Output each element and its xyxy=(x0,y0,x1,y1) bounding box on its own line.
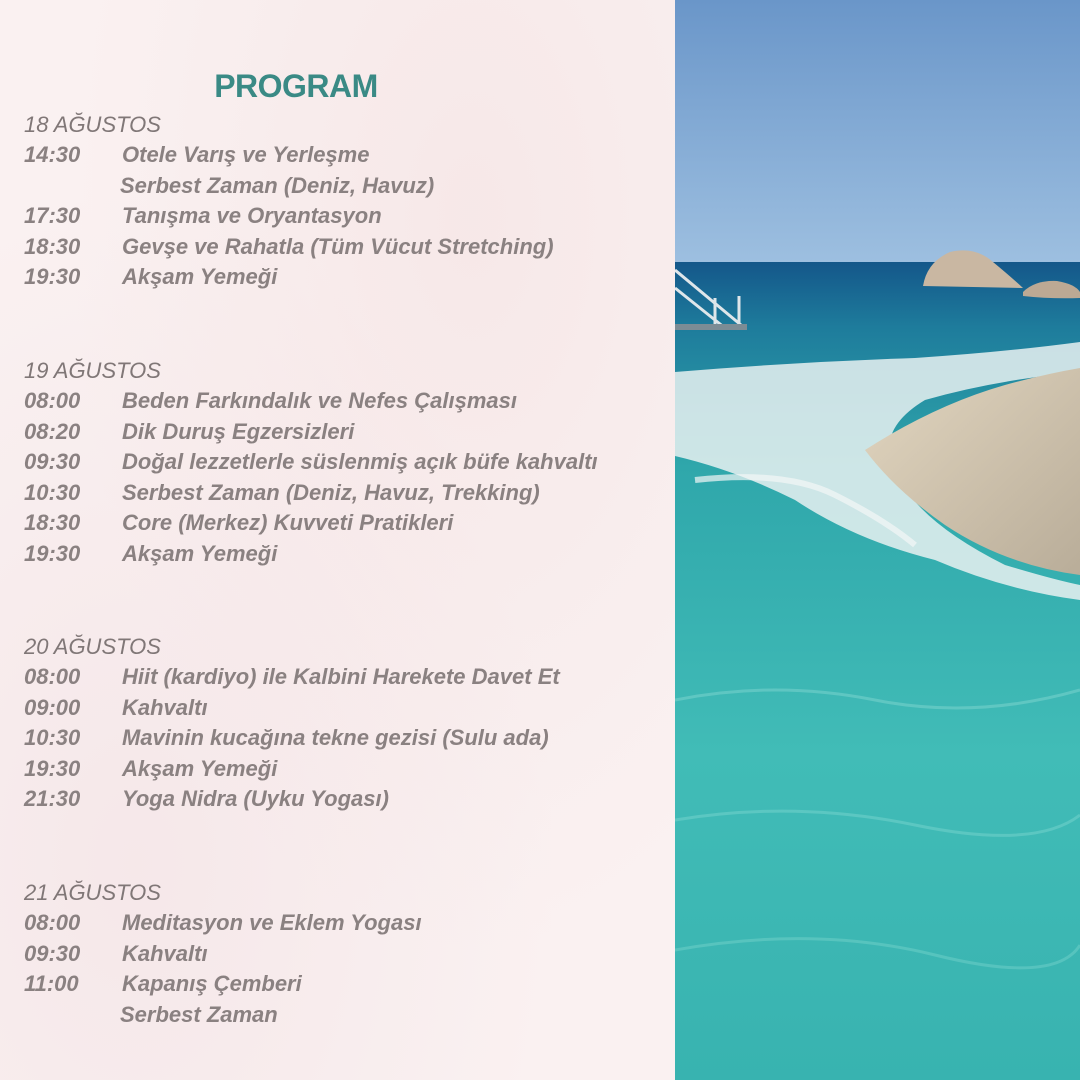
schedule-row xyxy=(24,201,664,232)
schedule-time: 09:30 xyxy=(24,940,81,966)
day-heading: 19 AĞUSTOS xyxy=(24,358,161,383)
schedule-row xyxy=(24,784,664,815)
schedule-activity: Meditasyon ve Eklem Yogası xyxy=(122,910,422,935)
schedule-row xyxy=(24,262,664,293)
schedule-activity: Serbest Zaman (Deniz, Havuz, Trekking) xyxy=(122,479,540,505)
schedule-time: 08:20 xyxy=(24,418,81,444)
schedule-time: 10:30 xyxy=(24,479,81,505)
schedule-row xyxy=(24,478,664,509)
beach-sea-photo xyxy=(675,0,1080,1080)
schedule-row xyxy=(24,447,664,478)
schedule-activity: Beden Farkındalık ve Nefes Çalışması xyxy=(122,388,517,413)
day-section-21-agustos xyxy=(24,878,664,1030)
schedule-row xyxy=(24,386,664,417)
schedule-time: 09:30 xyxy=(24,449,81,475)
schedule-time: 21:30 xyxy=(24,786,81,812)
schedule-time: 14:30 xyxy=(24,142,81,167)
schedule-time: 08:00 xyxy=(24,388,81,413)
schedule-time: 19:30 xyxy=(24,540,81,566)
day-section-19-agustos xyxy=(24,356,664,570)
day-heading: 21 AĞUSTOS xyxy=(24,880,161,905)
schedule-row xyxy=(24,939,664,970)
schedule-row xyxy=(24,1000,664,1031)
schedule-row xyxy=(24,508,664,539)
schedule-activity: Core (Merkez) Kuvveti Pratikleri xyxy=(122,510,454,536)
schedule-row xyxy=(24,693,664,724)
schedule-time: 08:00 xyxy=(24,664,81,689)
schedule-activity: Akşam Yemeği xyxy=(122,264,278,290)
schedule-time: 08:00 xyxy=(24,910,81,935)
schedule-row xyxy=(24,232,664,263)
schedule-time: 18:30 xyxy=(24,233,81,259)
day-heading: 18 AĞUSTOS xyxy=(24,112,161,137)
page-title: PROGRAM xyxy=(214,68,378,104)
schedule-row xyxy=(24,417,664,448)
day-section-18-agustos xyxy=(24,110,664,293)
schedule-row xyxy=(24,969,664,1000)
schedule-time: 18:30 xyxy=(24,510,81,536)
schedule-time: 19:30 xyxy=(24,755,81,781)
day-heading: 20 AĞUSTOS xyxy=(24,634,161,659)
schedule-activity: Mavinin kucağına tekne gezisi (Sulu ada) xyxy=(122,725,549,751)
schedule-activity: Kahvaltı xyxy=(122,940,208,966)
schedule-row xyxy=(24,539,664,570)
schedule-time: 10:30 xyxy=(24,725,81,751)
schedule-activity: Akşam Yemeği xyxy=(122,755,278,781)
day-section-20-agustos xyxy=(24,632,664,815)
schedule-activity: Hiit (kardiyo) ile Kalbini Harekete Davet Et xyxy=(122,664,560,689)
schedule-activity: Serbest Zaman (Deniz, Havuz) xyxy=(120,172,435,198)
schedule-activity: Yoga Nidra (Uyku Yogası) xyxy=(122,786,389,812)
schedule-activity: Kapanış Çemberi xyxy=(122,971,302,997)
schedule-time: 11:00 xyxy=(24,971,79,997)
pier-deck xyxy=(675,324,747,330)
schedule-activity: Serbest Zaman xyxy=(120,1001,278,1027)
schedule-row xyxy=(24,723,664,754)
schedule-row xyxy=(24,662,664,693)
schedule-activity: Doğal lezzetlerle süslenmiş açık büfe kahvaltı xyxy=(122,449,598,475)
schedule-row xyxy=(24,171,664,202)
schedule-row xyxy=(24,754,664,785)
schedule-activity: Dik Duruş Egzersizleri xyxy=(122,418,355,444)
schedule-row xyxy=(24,140,664,171)
schedule-activity: Akşam Yemeği xyxy=(122,540,278,566)
schedule-activity: Tanışma ve Oryantasyon xyxy=(122,203,382,229)
schedule-row xyxy=(24,908,664,939)
schedule-time: 09:00 xyxy=(24,694,81,720)
sky xyxy=(675,0,1080,262)
schedule-time: 17:30 xyxy=(24,203,81,229)
schedule-time: 19:30 xyxy=(24,264,81,290)
schedule-activity: Kahvaltı xyxy=(122,694,208,720)
schedule-activity: Gevşe ve Rahatla (Tüm Vücut Stretching) xyxy=(122,233,554,259)
schedule-activity: Otele Varış ve Yerleşme xyxy=(122,142,370,167)
